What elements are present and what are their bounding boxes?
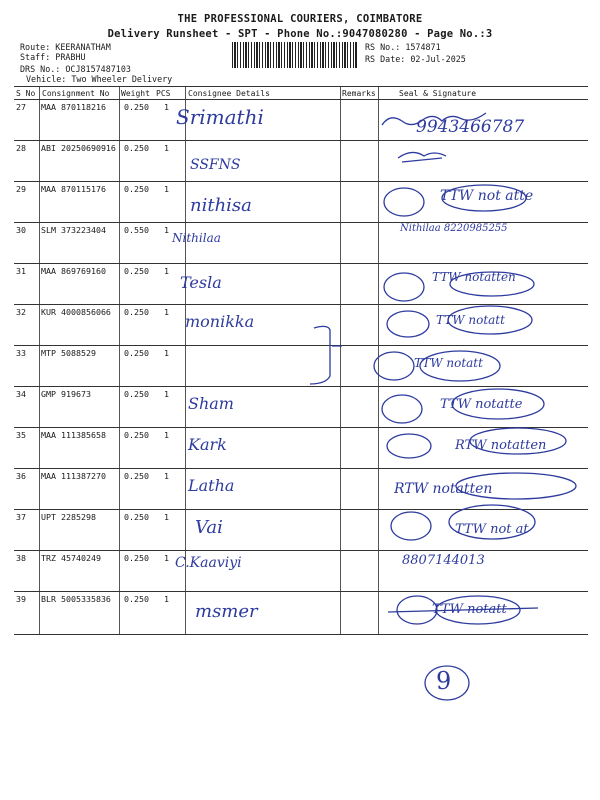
- seal-handwriting: TTW notatten: [432, 270, 516, 284]
- pcs-cell: 1: [164, 102, 169, 112]
- sno-cell: 37: [16, 512, 26, 522]
- consignment-cell: MAA 111387270: [41, 471, 106, 481]
- table-row: [14, 222, 588, 263]
- rs-number: RS No.: 1574871: [365, 42, 441, 52]
- column-header-remarks: Remarks: [342, 89, 376, 98]
- seal-handwriting: TTW notatt: [436, 313, 505, 327]
- consignment-cell: UPT 2285298: [41, 512, 96, 522]
- pcs-cell: 1: [164, 594, 169, 604]
- pcs-cell: 1: [164, 553, 169, 563]
- table-row: [14, 550, 588, 591]
- table-row: [14, 468, 588, 509]
- pcs-cell: 1: [164, 471, 169, 481]
- seal-handwriting: 9943466787: [416, 117, 525, 137]
- sno-cell: 35: [16, 430, 26, 440]
- consignment-cell: BLR 5005335836: [41, 594, 111, 604]
- seal-handwriting: Nithilaa 8220985255: [400, 223, 508, 234]
- consignment-cell: MAA 111385658: [41, 430, 106, 440]
- seal-handwriting: TTW notatte: [440, 397, 523, 412]
- consignee-handwriting: monikka: [185, 312, 255, 331]
- consignment-cell: SLM 373223404: [41, 225, 106, 235]
- pcs-cell: 1: [164, 389, 169, 399]
- weight-cell: 0.250: [124, 471, 149, 481]
- column-header-consignee: Consignee Details: [188, 89, 270, 98]
- weight-cell: 0.250: [124, 184, 149, 194]
- table-row: [14, 263, 588, 304]
- weight-cell: 0.250: [124, 102, 149, 112]
- consignment-cell: MTP 5088529: [41, 348, 96, 358]
- table-row: [14, 345, 588, 386]
- weight-cell: 0.250: [124, 266, 149, 276]
- barcode-icon: [232, 42, 357, 68]
- consignee-handwriting: SSFNS: [190, 157, 241, 173]
- sno-cell: 31: [16, 266, 26, 276]
- column-header-sno: S No: [16, 89, 36, 98]
- consignment-cell: ABI 20250690916: [41, 143, 116, 153]
- consignment-cell: KUR 4000856066: [41, 307, 111, 317]
- weight-cell: 0.250: [124, 512, 149, 522]
- sno-cell: 29: [16, 184, 26, 194]
- pcs-cell: 1: [164, 512, 169, 522]
- staff-label: Staff: PRABHU: [20, 52, 86, 62]
- consignee-handwriting: Kark: [188, 435, 227, 454]
- table-row: [14, 386, 588, 427]
- table-row: [14, 509, 588, 550]
- seal-handwriting: 8807144013: [402, 553, 485, 568]
- row-divider: [14, 86, 588, 87]
- sno-cell: 38: [16, 553, 26, 563]
- seal-handwriting: RTW notatten: [455, 438, 547, 453]
- sno-cell: 32: [16, 307, 26, 317]
- pcs-cell: 1: [164, 225, 169, 235]
- weight-cell: 0.250: [124, 389, 149, 399]
- seal-handwriting: TTW not atte: [440, 188, 534, 204]
- pcs-cell: 1: [164, 348, 169, 358]
- column-header-pcs: PCS: [156, 89, 171, 98]
- sno-cell: 34: [16, 389, 26, 399]
- seal-handwriting: TTW not at: [455, 522, 529, 537]
- page-mark: 9: [436, 667, 452, 695]
- consignee-handwriting: C.Kaaviyi: [175, 555, 242, 571]
- table-row: [14, 99, 588, 140]
- table-row: [14, 181, 588, 222]
- weight-cell: 0.250: [124, 143, 149, 153]
- consignment-cell: MAA 870118216: [41, 102, 106, 112]
- pcs-cell: 1: [164, 266, 169, 276]
- sno-cell: 28: [16, 143, 26, 153]
- rs-date: RS Date: 02-Jul-2025: [365, 54, 466, 64]
- consignee-handwriting: nithisa: [190, 195, 252, 216]
- seal-handwriting: TTW notatt: [432, 602, 507, 617]
- consignee-handwriting: Latha: [188, 476, 235, 495]
- consignee-handwriting: msmer: [195, 601, 258, 622]
- row-divider: [14, 634, 588, 635]
- weight-cell: 0.250: [124, 430, 149, 440]
- weight-cell: 0.550: [124, 225, 149, 235]
- sno-cell: 36: [16, 471, 26, 481]
- weight-cell: 0.250: [124, 348, 149, 358]
- table-row: [14, 427, 588, 468]
- drs-number: DRS No.: OCJ8157487103: [20, 64, 131, 74]
- pcs-cell: 1: [164, 307, 169, 317]
- vehicle-label: Vehicle: Two Wheeler Delivery: [26, 74, 173, 84]
- consignment-cell: TRZ 45740249: [41, 553, 101, 563]
- pcs-cell: 1: [164, 430, 169, 440]
- sno-cell: 30: [16, 225, 26, 235]
- document-title: THE PROFESSIONAL COURIERS, COIMBATORE: [177, 13, 423, 25]
- route-label: Route: KEERANATHAM: [20, 42, 111, 52]
- sno-cell: 27: [16, 102, 26, 112]
- table-row: [14, 140, 588, 181]
- consignee-handwriting: Nithilaa: [172, 231, 221, 245]
- weight-cell: 0.250: [124, 594, 149, 604]
- column-header-weight: Weight: [121, 89, 150, 98]
- weight-cell: 0.250: [124, 307, 149, 317]
- sno-cell: 39: [16, 594, 26, 604]
- consignee-handwriting: Vai: [195, 517, 223, 538]
- seal-handwriting: RTW notatten: [394, 481, 493, 497]
- sno-cell: 33: [16, 348, 26, 358]
- pcs-cell: 1: [164, 184, 169, 194]
- table-row: [14, 591, 588, 632]
- weight-cell: 0.250: [124, 553, 149, 563]
- runsheet-subtitle: Delivery Runsheet - SPT - Phone No.:9047080280 - Page No.:3: [107, 28, 493, 40]
- consignment-cell: MAA 870115176: [41, 184, 106, 194]
- pcs-cell: 1: [164, 143, 169, 153]
- runsheet-table: [14, 86, 588, 635]
- column-header-consignment: Consignment No: [42, 89, 110, 98]
- consignee-handwriting: Srimathi: [176, 105, 264, 129]
- consignee-handwriting: Tesla: [180, 273, 222, 292]
- consignee-handwriting: Sham: [188, 394, 234, 413]
- table-row: [14, 304, 588, 345]
- consignment-cell: GMP 919673: [41, 389, 91, 399]
- seal-handwriting: TTW notatt: [414, 356, 483, 370]
- column-header-seal: Seal & Signature: [399, 89, 477, 98]
- consignment-cell: MAA 869769160: [41, 266, 106, 276]
